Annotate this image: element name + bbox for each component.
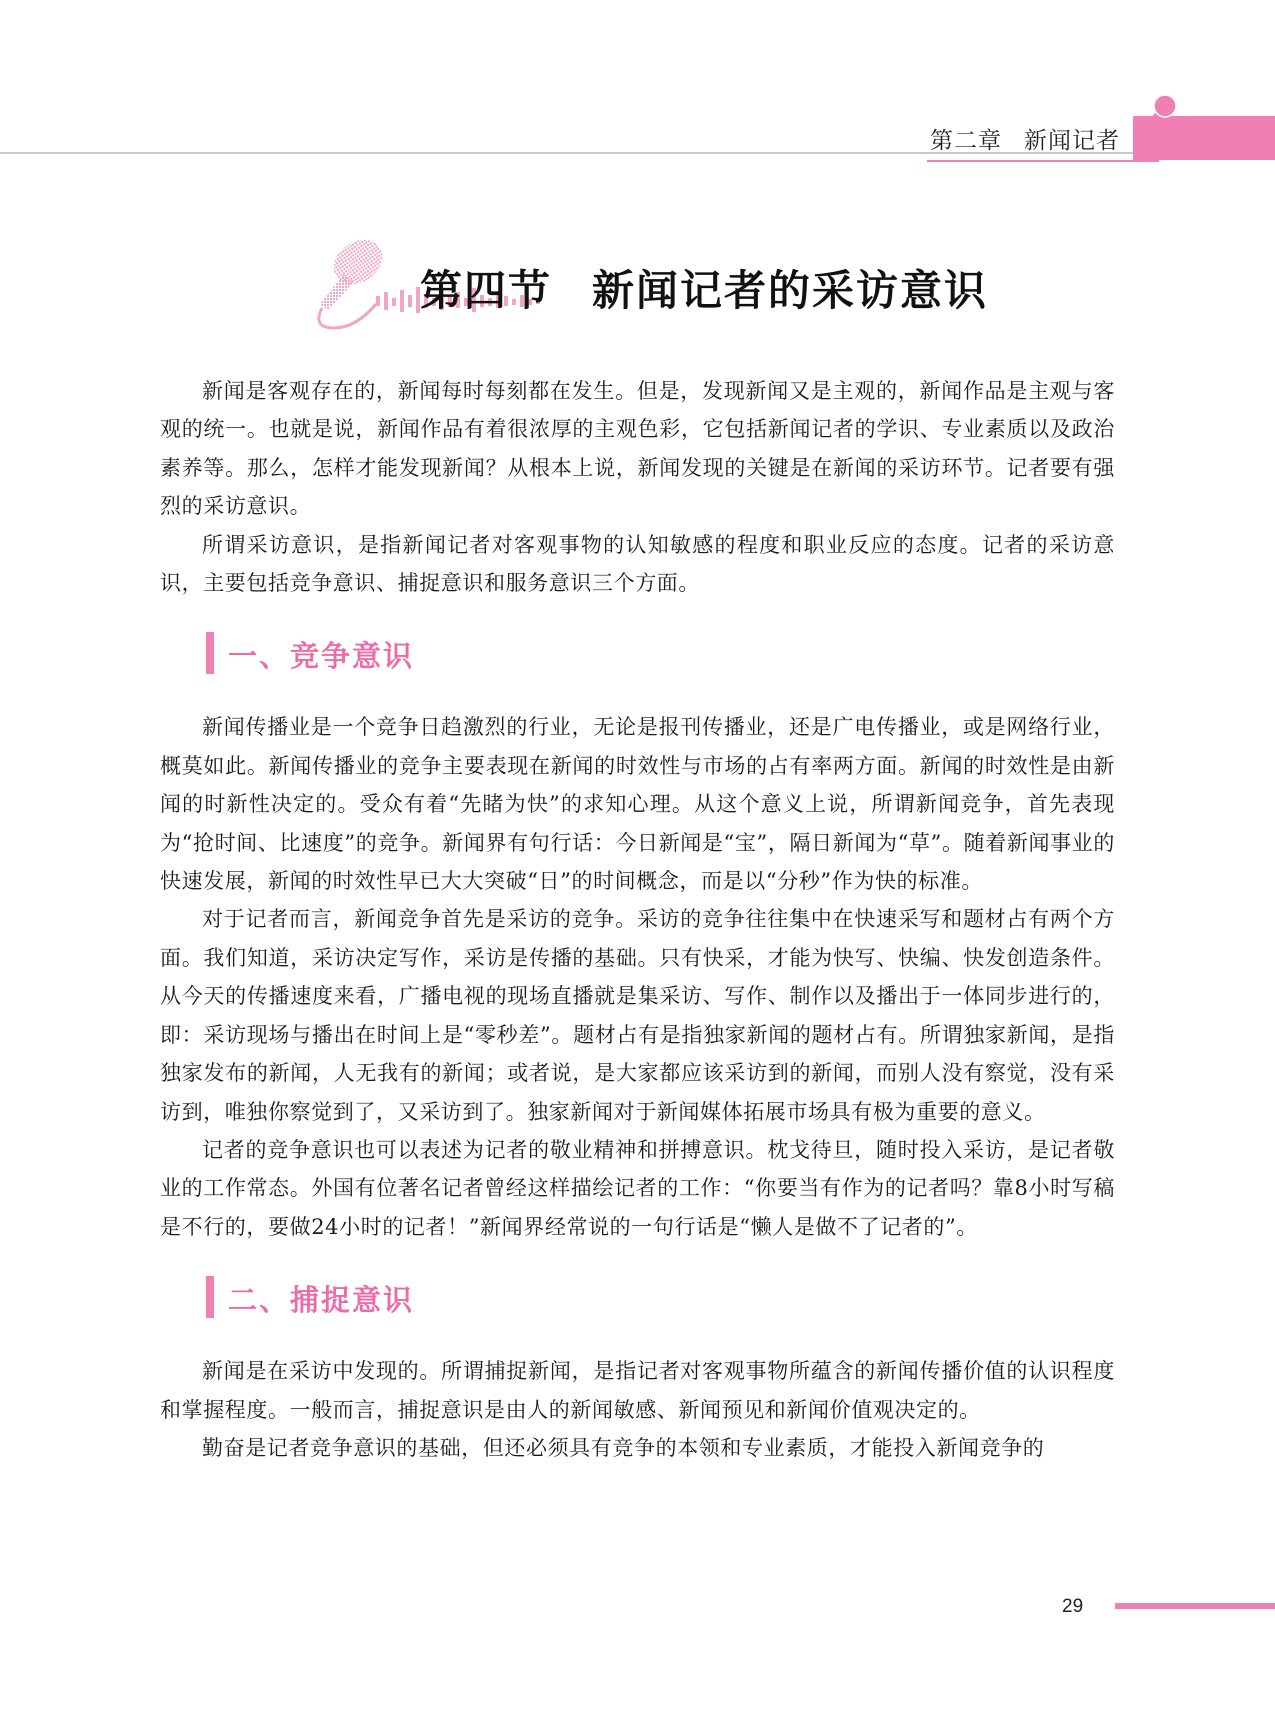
page-number: 29 bbox=[1062, 1596, 1084, 1617]
intro-paragraph-1: 新闻是客观存在的，新闻每时每刻都在发生。但是，发现新闻又是主观的，新闻作品是主观与客观的统一。也就是说，新闻作品有着很浓厚的主观色彩，它包括新闻记者的学识、专业素质以及政治素养等。那么，怎样才能发现新闻？从根本上说，新闻发现的关键是在新闻的采访环节。记者要有强烈的采访意识。 bbox=[160, 379, 1115, 519]
running-header bbox=[930, 122, 1120, 155]
heading-marker bbox=[206, 632, 214, 674]
capture-paragraph-2: 勤奋是记者竞争意识的基础，但还必须具有竞争的本领和专业素质，才能投入新闻竞争的 bbox=[202, 1435, 1045, 1460]
competition-paragraph-3: 记者的竞争意识也可以表述为记者的敬业精神和拼搏意识。枕戈待旦，随时投入采访，是记者敬业的工作常态。外国有位著名记者曾经这样描绘记者的工作：“你要当有作为的记者吗？靠8小时写稿是不行的，要做24小时的记者！”新闻界经常说的一句行话是“懒人是做不了记者的”。 bbox=[160, 1137, 1115, 1239]
chapter-number: 第二章 bbox=[930, 128, 1002, 154]
header-underline bbox=[927, 160, 1159, 162]
intro-paragraph-2: 所谓采访意识，是指新闻记者对客观事物的认知敏感的程度和职业反应的态度。记者的采访意识，主要包括竞争意识、捕捉意识和服务意识三个方面。 bbox=[160, 532, 1115, 596]
heading-marker bbox=[206, 1276, 214, 1318]
subsection-heading-2 bbox=[160, 1274, 1115, 1320]
competition-paragraph-1: 新闻传播业是一个竞争日趋激烈的行业，无论是报刊传播业，还是广电传播业，或是网络行业，概莫如此。新闻传播业的竞争主要表现在新闻的时效性与市场的占有率两方面。新闻的时效性是由新闻的时新性决定的。受众有着“先睹为快”的求知心理。从这个意义上说，所谓新闻竞争，首先表现为“抢时间、比速度”的竞争。新闻界有句行话：今日新闻是“宝”，隔日新闻为“草”。随着新闻事业的快速发展，新闻的时效性早已大大突破“日”的时间概念，而是以“分秒”作为快的标准。 bbox=[160, 715, 1115, 894]
footer-accent-bar bbox=[1115, 1603, 1275, 1609]
capture-paragraph-1: 新闻是在采访中发现的。所谓捕捉新闻，是指记者对客观事物所蕴含的新闻传播价值的认识程度和掌握程度。一般而言，捕捉意识是由人的新闻敏感、新闻预见和新闻价值观决定的。 bbox=[160, 1359, 1115, 1422]
subsection-heading-2-text: 二、捕捉意识 bbox=[228, 1283, 415, 1318]
chapter-title: 新闻记者 bbox=[1024, 128, 1120, 154]
body-text bbox=[160, 372, 1115, 1467]
subsection-heading-1-text: 一、竞争意识 bbox=[228, 639, 415, 674]
section-title-text: 新闻记者的采访意识 bbox=[592, 266, 989, 315]
microphone-icon bbox=[1130, 92, 1180, 144]
competition-paragraph-2: 对于记者而言，新闻竞争首先是采访的竞争。采访的竞争往往集中在快速采写和题材占有两个方面。我们知道，采访决定写作，采访是传播的基础。只有快采，才能为快写、快编、快发创造条件。从今天的传播速度来看，广播电视的现场直播就是集采访、写作、制作以及播出于一体同步进行的，即：采访现场与播出在时间上是“零秒差”。题材占有是指独家新闻的题材占有。所谓独家新闻，是指独家发布的新闻，人无我有的新闻；或者说，是大家都应该采访到的新闻，而别人没有察觉，没有采访到，唯独你察觉到了，又采访到了。独家新闻对于新闻媒体拓展市场具有极为重要的意义。 bbox=[160, 907, 1115, 1124]
section-title bbox=[420, 258, 988, 318]
section-number: 第四节 bbox=[420, 266, 553, 315]
subsection-heading-1 bbox=[160, 630, 1115, 676]
